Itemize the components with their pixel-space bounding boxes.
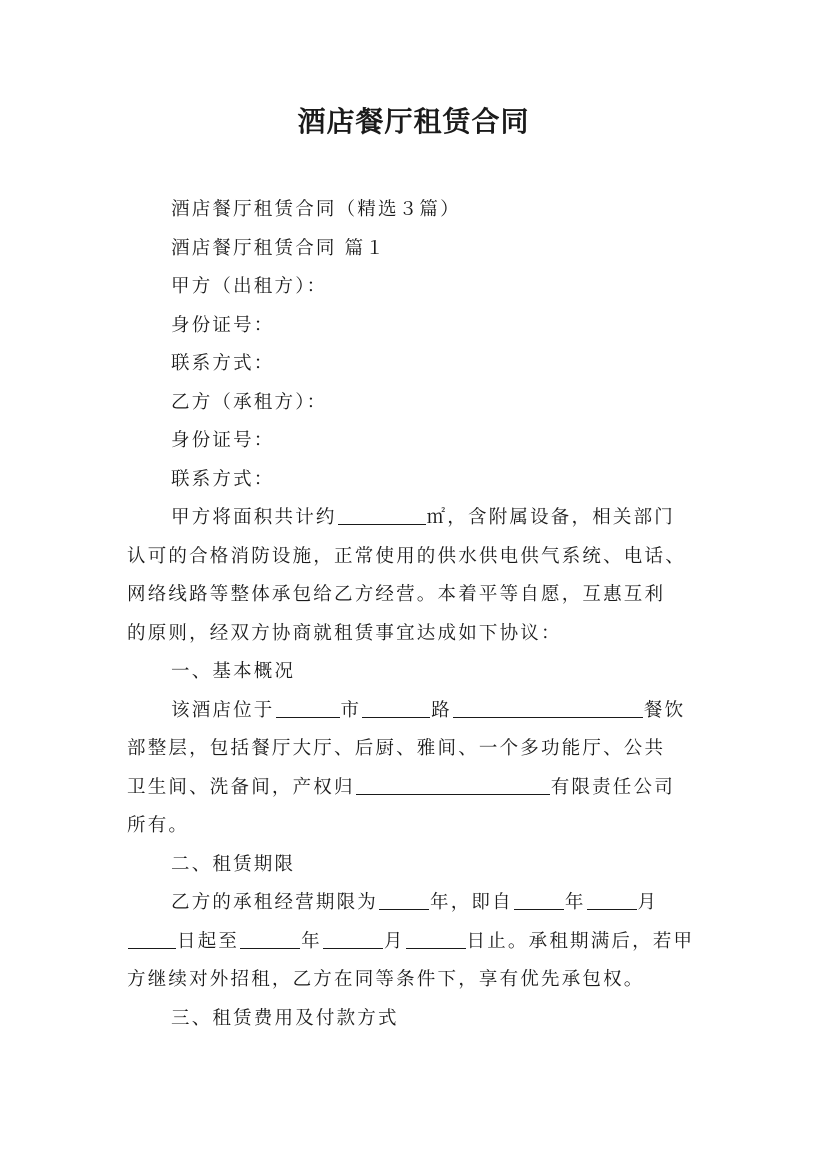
- party-b-contact-label: 联系方式：: [171, 468, 275, 490]
- start-month-blank: [587, 889, 637, 910]
- chapter-heading: 酒店餐厅租赁合同 篇１: [171, 237, 387, 259]
- document-body: [127, 191, 702, 1038]
- address-blank: [453, 697, 643, 718]
- section-text: 有限责任公司: [550, 776, 675, 798]
- section-text: 年，即自: [430, 892, 513, 913]
- party-b-id-label: 身份证号：: [171, 430, 275, 451]
- section-text: 餐饮: [643, 699, 686, 721]
- section-text: 该酒店位于: [171, 699, 275, 721]
- section-text: 路: [431, 699, 452, 721]
- section-text: 日起至: [177, 930, 240, 952]
- intro-line-1: [127, 499, 702, 538]
- party-a-contact-label: 联系方式：: [171, 353, 275, 374]
- intro-line-2: 认可的合格消防设施，正常使用的供水供电供气系统、电话、: [127, 545, 686, 567]
- party-a-label: 甲方（出租方）：: [171, 276, 328, 297]
- section-1-line-1: [127, 692, 702, 731]
- party-a-id-label: 身份证号：: [171, 314, 275, 336]
- section-2-line-1: [127, 884, 702, 923]
- section-1-line-2: 部整层，包括餐厅大厅、后厨、雅间、一个多功能厅、公共: [127, 738, 666, 759]
- section-text: 年: [301, 930, 322, 952]
- section-text: 乙方的承租经营期限为: [171, 892, 379, 913]
- section-1-line-3: [127, 769, 702, 808]
- section-3-heading: 三、租赁费用及付款方式: [171, 1007, 399, 1029]
- start-year-blank: [514, 889, 564, 910]
- section-1-line-4: 所有。: [127, 815, 190, 836]
- section-text: 市: [340, 699, 362, 721]
- city-blank: [276, 697, 340, 718]
- end-day-blank: [406, 928, 466, 949]
- intro-text: 甲方将面积共计约: [171, 507, 337, 528]
- road-blank: [362, 697, 430, 718]
- end-year-blank: [240, 928, 300, 949]
- intro-line-3: 网络线路等整体承包给乙方经营。本着平等自愿，互惠互利: [127, 584, 666, 605]
- term-years-blank: [379, 889, 429, 910]
- section-2-line-2: [127, 923, 702, 962]
- section-text: 月: [637, 892, 659, 913]
- section-2-line-3: 方继续对外招租，乙方在同等条件下，享有优先承包权。: [127, 969, 645, 990]
- owner-blank: [356, 774, 550, 795]
- section-text: 月: [383, 930, 405, 952]
- start-day-blank: [128, 928, 176, 949]
- intro-line-4: 的原则，经双方协商就租赁事宜达成如下协议：: [127, 622, 562, 644]
- section-1-heading: 一、基本概况: [171, 661, 296, 682]
- document-title: 酒店餐厅租赁合同: [297, 105, 530, 138]
- section-text: 日止。承租期满后，若甲: [466, 930, 695, 952]
- section-2-heading: 二、租赁期限: [171, 853, 296, 875]
- document-subtitle: 酒店餐厅租赁合同（精选３篇）: [171, 199, 461, 220]
- end-month-blank: [323, 928, 383, 949]
- section-text: 年: [564, 892, 586, 913]
- area-blank: [338, 504, 426, 525]
- section-text: 卫生间、洗备间，产权归: [127, 776, 355, 798]
- party-b-label: 乙方（承租方）：: [171, 391, 328, 413]
- intro-text: ㎡，含附属设备，相关部门: [426, 507, 676, 528]
